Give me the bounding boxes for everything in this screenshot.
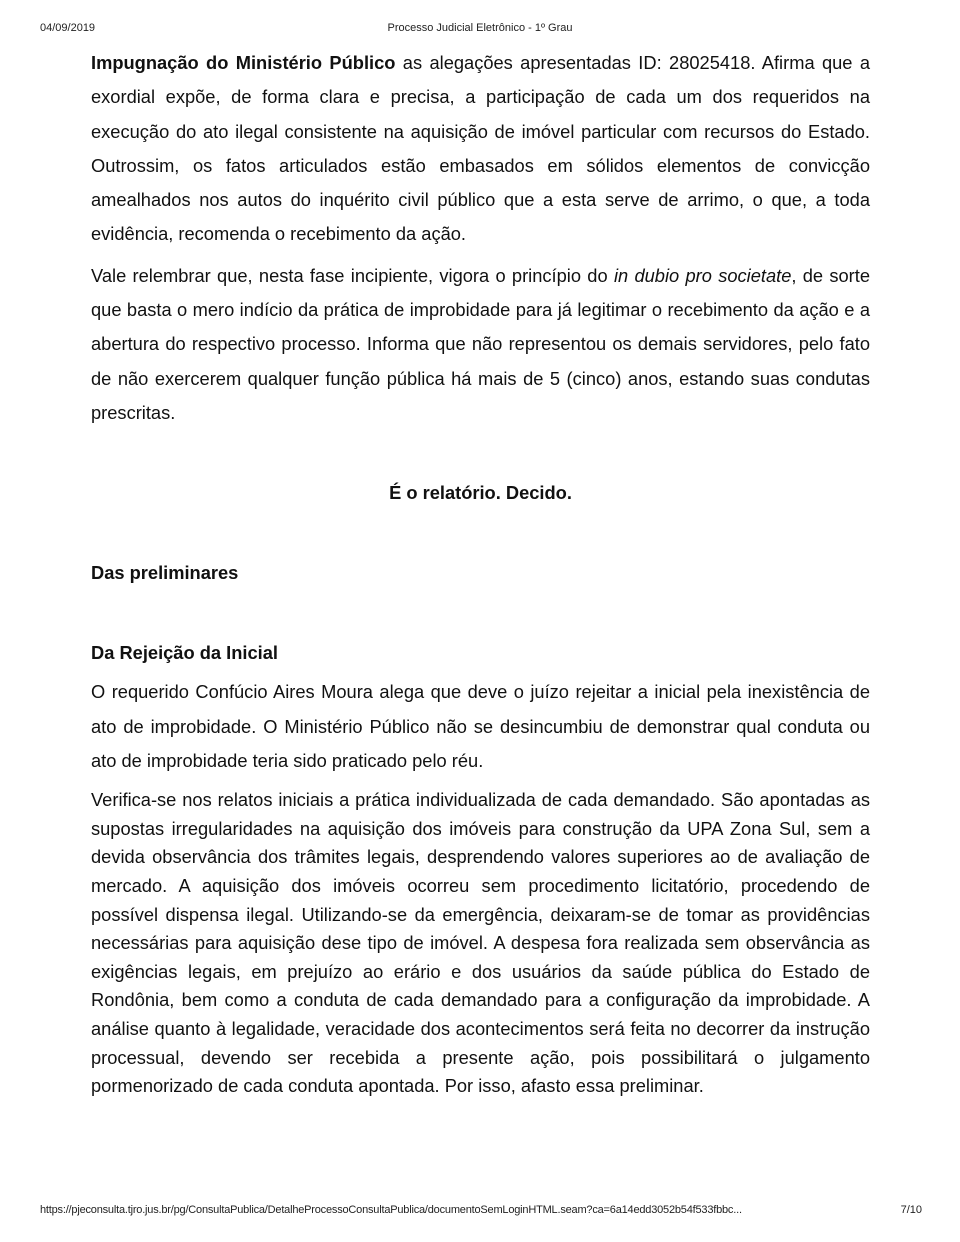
relatorio-heading: É o relatório. Decido.: [389, 482, 572, 504]
paragraph-text: as alegações apresentadas ID: 28025418. Afirma que a exordial expõe, de forma clara e precisa, a participação de cada um dos requeridos na execução do ato ilegal consistente na aquisição de imóvel particular com recursos do Estado. Outrossim, os fatos articulados estão embasados em sólidos elementos de convicção amealhados nos autos do inquérito civil público que a esta serve de arrimo, o que, a toda evidência, recomenda o recebimento da ação.: [91, 52, 870, 245]
print-date: 04/09/2019: [40, 22, 96, 34]
paragraph-text: Vale relembrar que, nesta fase incipiente, vigora o princípio do: [91, 264, 614, 286]
section-heading-preliminares: Das preliminares: [91, 562, 239, 584]
document-body: [91, 46, 870, 1101]
paragraph-verifica: Verifica-se nos relatos iniciais a prática individualizada de cada demandado. São apontadas as supostas irregularidades na aquisição dos imóveis para construção da UPA Zona Sul, sem a devida observância dos trâmites legais, desprendendo valores superiores ao de avaliação de mercado. A aquisição dos imóveis ocorreu sem procedimento licitatório, procedendo de possível dispensa ilegal. Utilizando-se da emergência, deixaram-se de tomar as providências necessárias para aquisição dese tipo de imóvel. A despesa fora realizada sem observância as exigências legais, em prejuízo ao erário e dos usuários da saúde pública do Estado de Rondônia, bem como a conduta de cada demandado para a configuração da improbidade. A análise quanto à legalidade, veracidade dos acontecimentos será feita no decorrer da instrução processual, devendo ser recebida a presente ação, pois possibilitará o julgamento pormenorizado de cada conduta apontada. Por isso, afasto essa preliminar.: [91, 789, 870, 1097]
bold-lead: Impugnação do Ministério Público: [91, 52, 396, 73]
italic-term: in dubio pro societate: [613, 264, 792, 286]
print-title: Processo Judicial Eletrônico - 1º Grau: [387, 22, 573, 34]
paragraph-in-dubio: [91, 259, 870, 430]
paragraph-text: , de sorte que basta o mero indício da prática de improbidade para já legitimar o recebimento da ação e a abertura do respectivo processo. Informa que não representou os demais servidores, pelo fato de não exercerem qualquer função pública há mais de 5 (cinco) anos, estando suas condutas prescritas.: [91, 264, 871, 423]
paragraph-impugnacao: [91, 46, 870, 252]
page-number: 7/10: [900, 1204, 922, 1216]
paragraph-requerido: O requerido Confúcio Aires Moura alega que deve o juízo rejeitar a inicial pela inexistência de ato de improbidade. O Ministério Público não se desincumbiu de demonstrar qual conduta ou ato de improbidade teria sido praticado pelo réu.: [91, 681, 870, 771]
footer-url: https://pjeconsulta.tjro.jus.br/pg/ConsultaPublica/DetalheProcessoConsultaPublica/documentoSemLoginHTML.seam?ca=6a14edd3052b54f533fbbc...: [40, 1204, 742, 1216]
section-heading-rejeicao: Da Rejeição da Inicial: [91, 642, 278, 664]
